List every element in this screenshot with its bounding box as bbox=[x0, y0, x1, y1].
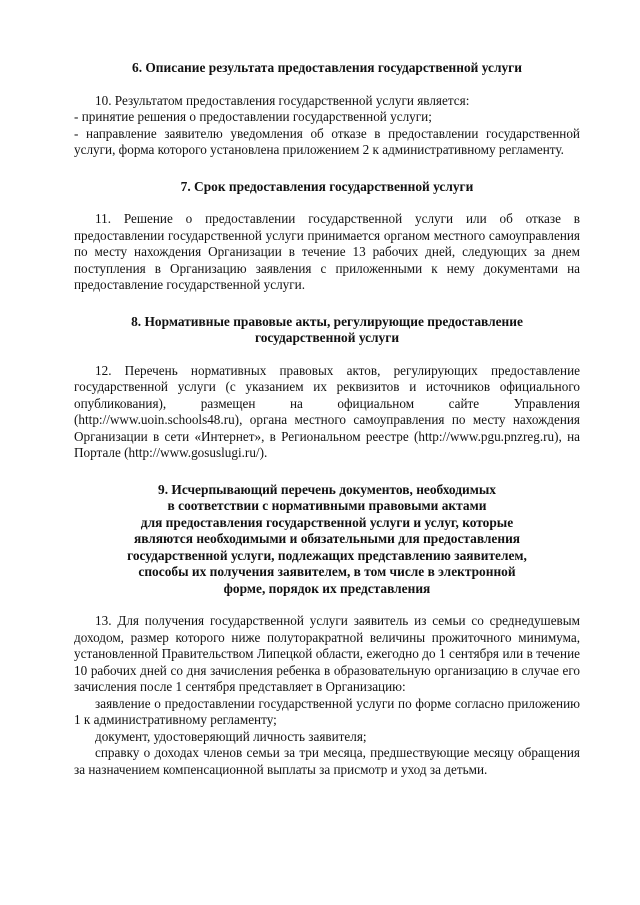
section-9-title-line-4: являются необходимыми и обязательными для предоставления bbox=[133, 531, 521, 546]
section-9-title-line-6: способы их получения заявителем, в том числе в электронной bbox=[138, 564, 516, 579]
section-8-title bbox=[74, 314, 580, 347]
section-9-paragraph-3: документ, удостоверяющий личность заявителя; bbox=[95, 728, 367, 744]
section-6-paragraph-3: - направление заявителю уведомления об отказе в предоставлении государственной услуги, форма которого установлена приложением 2 к административному регламенту. bbox=[74, 125, 580, 157]
section-6-title: 6. Описание результата предоставления государственной услуги bbox=[132, 60, 522, 75]
section-8-title-line-2: государственной услуги bbox=[254, 330, 400, 345]
section-9-paragraph-1: 13. Для получения государственной услуги заявитель из семьи со среднедушевым доходом, размер которого ниже полуторакратной величины прожиточного минимума, установленной Правительством Липецкой области, ежегодно до 1 сентября или в течение 10 рабочих дней со дня зачисления ребенка в образовательную организацию в случае его зачисления после 1 сентября представляет в Организацию: bbox=[74, 613, 580, 694]
section-6-paragraph-2: - принятие решения о предоставлении государственной услуги; bbox=[74, 109, 432, 124]
section-9-title-line-1: 9. Исчерпывающий перечень документов, необходимых bbox=[158, 481, 496, 497]
section-9-title-line-7: форме, порядок их представления bbox=[223, 580, 431, 596]
section-9-paragraph-4: справку о доходах членов семьи за три месяца, предшествующие месяцу обращения за назначением компенсационной выплаты за присмотр и уход за детьми. bbox=[74, 745, 580, 777]
section-7-title: 7. Срок предоставления государственной услуги bbox=[180, 178, 474, 194]
document-page bbox=[74, 60, 580, 778]
section-9-paragraph-2: заявление о предоставлении государственной услуги по форме согласно приложению 1 к административному регламенту; bbox=[74, 695, 580, 727]
section-9-title-line-5: государственной услуги, подлежащих представлению заявителем, bbox=[127, 547, 527, 563]
section-7-paragraph-1: 11. Решение о предоставлении государственной услуги или об отказе в предоставлении государственной услуги принимается органом местного самоуправления по месту нахождения Организации в течение 13 рабочих дней, следующих за днем поступления в Организацию заявления с приложенными к нему документами на предоставление государственной услуги. bbox=[74, 211, 580, 292]
section-8-title-line-1: 8. Нормативные правовые акты, регулирующие предоставление bbox=[131, 313, 523, 329]
section-8-paragraph-1: 12. Перечень нормативных правовых актов, регулирующих предоставление государственной услуги (с указанием их реквизитов и источников официального опубликования), размещен на официальном сайте Управления (http://www.uoin.schools48.ru), органа местного самоуправления по месту нахождения Организации в сети «Интернет», в Региональном реестре (http://www.pgu.pnzreg.ru), на Портале (http://www.gosuslugi.ru/). bbox=[74, 362, 580, 460]
section-9-title-line-3: для предоставления государственной услуги и услуг, которые bbox=[140, 514, 514, 530]
section-9-title bbox=[74, 482, 580, 598]
section-9-title-line-2: в соответствии с нормативными правовыми актами bbox=[167, 498, 487, 513]
section-6-paragraph-1: 10. Результатом предоставления государственной услуги является: bbox=[95, 92, 470, 108]
